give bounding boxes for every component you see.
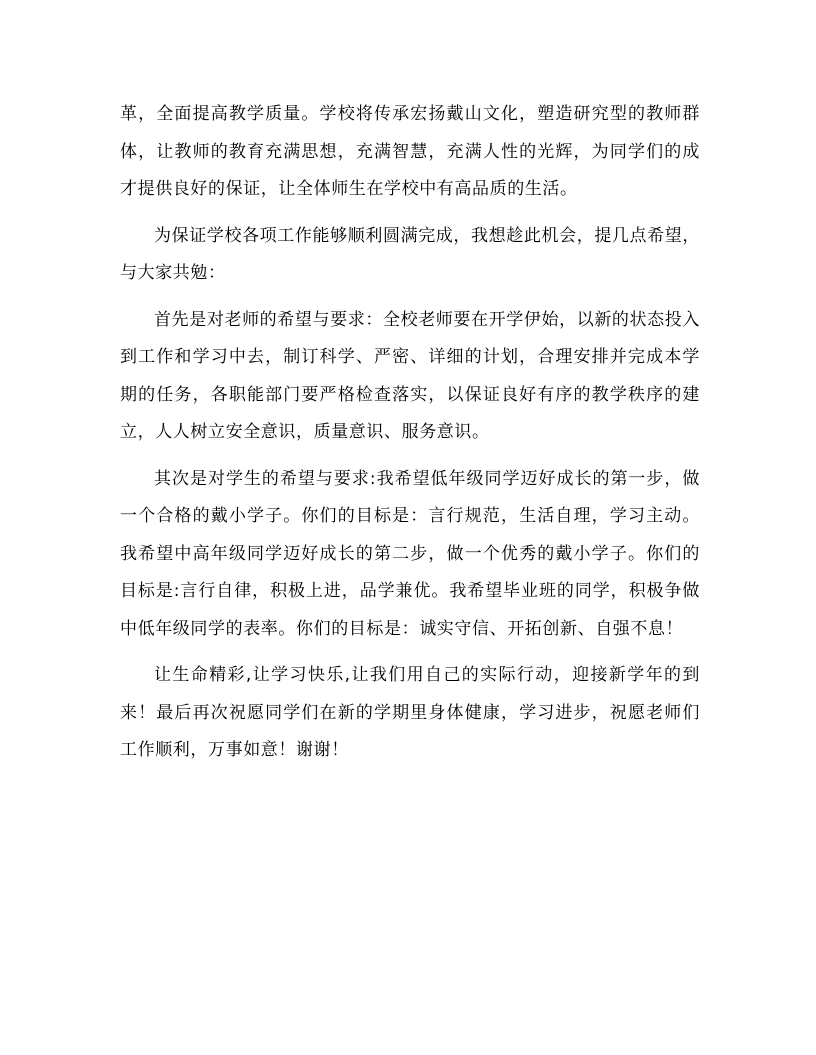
paragraph-school-culture: 革，全面提高教学质量。学校将传承宏扬戴山文化，塑造研究型的教师群体，让教师的教育充满思想，充满智慧，充满人性的光辉，为同学们的成才提供良好的保证，让全体师生在学校中有高品质的生活。 (120, 104, 700, 199)
paragraph-hopes-intro: 为保证学校各项工作能够顺利圆满完成，我想趁此机会，提几点希望，与大家共勉： (120, 225, 700, 283)
paragraph-student-requirements: 其次是对学生的希望与要求:我希望低年级同学迈好成长的第一步，做一个合格的戴小学子。你们的目标是：言行规范，生活自理，学习主动。我希望中高年级同学迈好成长的第二步，做一个优秀的戴小学子。你们的目标是:言行自律，积极上进，品学兼优。我希望毕业班的同学，积极争做中低年级同学的表率。你们的目标是：诚实守信、开拓创新、自强不息！ (120, 468, 700, 639)
paragraph-closing-wishes: 让生命精彩,让学习快乐,让我们用自己的实际行动，迎接新学年的到来！最后再次祝愿同学们在新的学期里身体健康，学习进步，祝愿老师们工作顺利，万事如意！谢谢！ (120, 665, 700, 760)
document-body (120, 96, 700, 770)
paragraph-teacher-requirements: 首先是对老师的希望与要求：全校老师要在开学伊始，以新的状态投入到工作和学习中去，制订科学、严密、详细的计划，合理安排并完成本学期的任务，各职能部门要严格检查落实，以保证良好有序的教学秩序的建立，人人树立安全意识，质量意识、服务意识。 (120, 309, 700, 442)
